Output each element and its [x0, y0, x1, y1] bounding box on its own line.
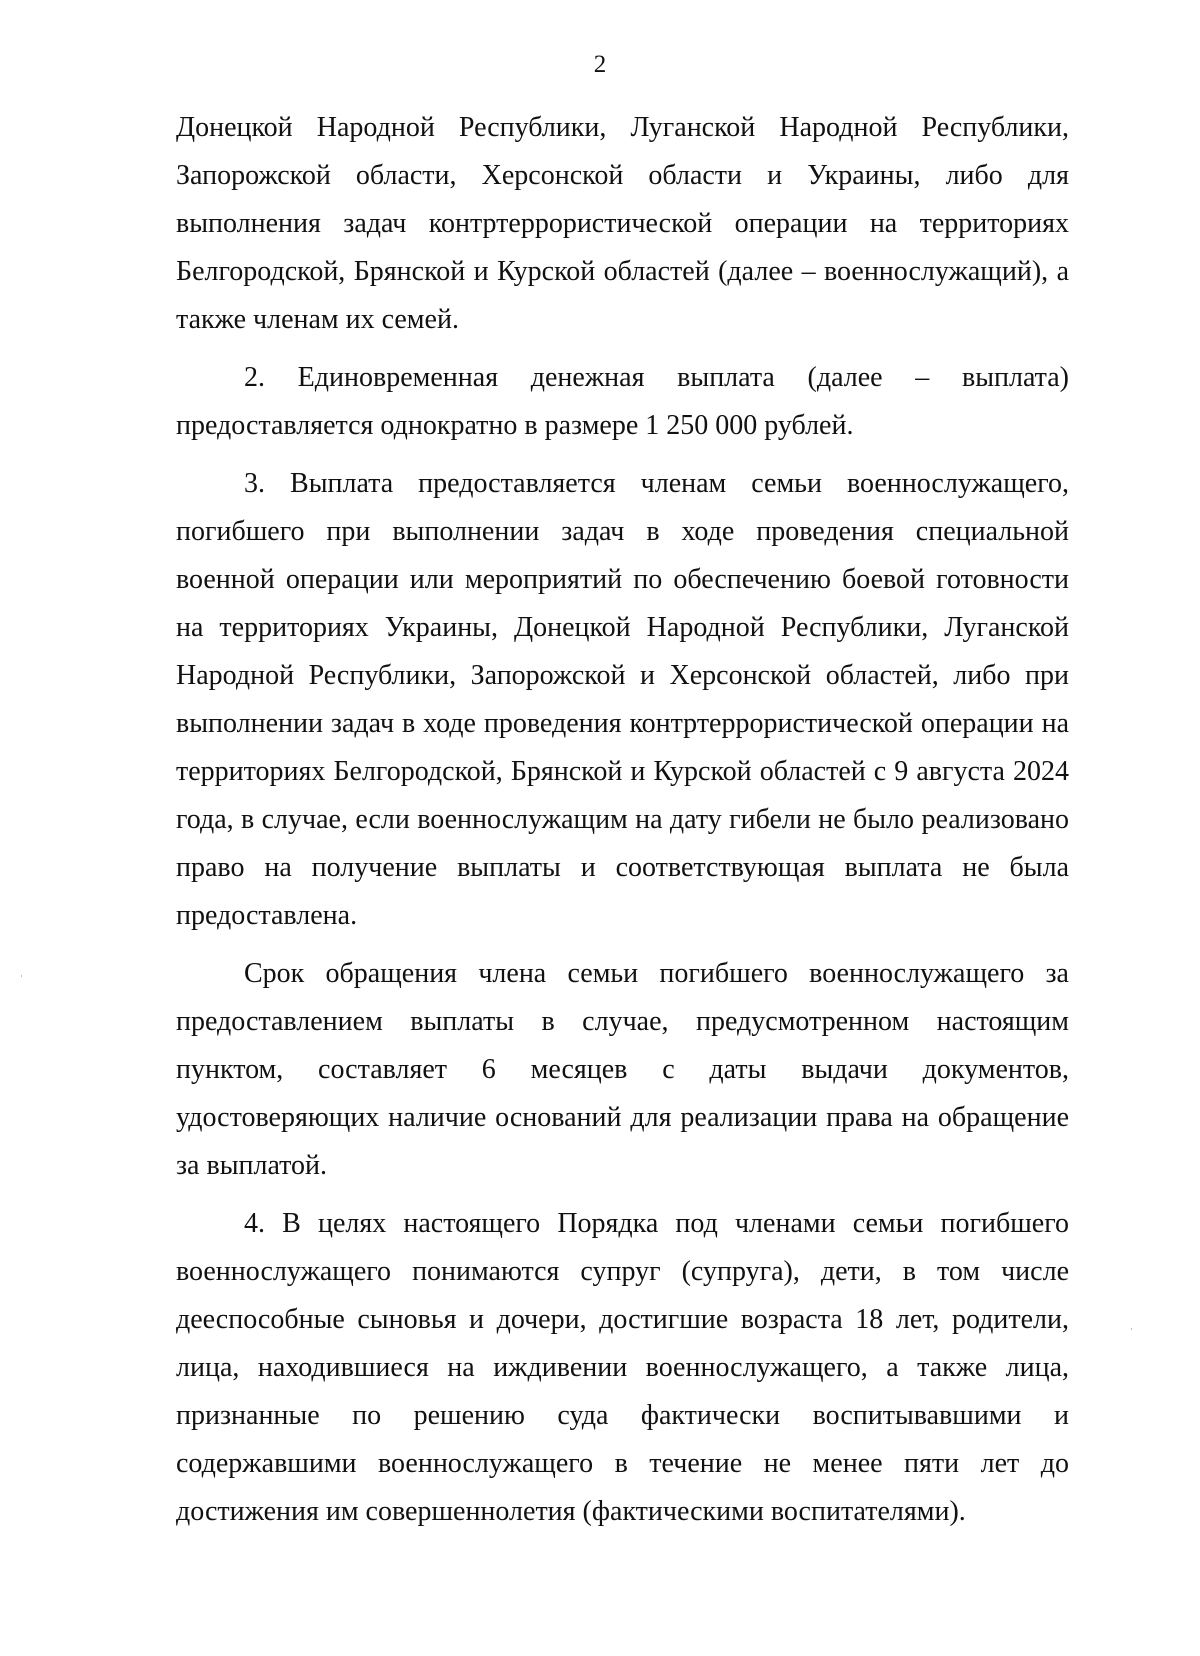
paragraph-item-3: 3. Выплата предоставляется членам семьи военнослужащего, погибшего при выполнении задач в ходе проведения специальной военной операции или мероприятий по обеспечению боевой готовности на территориях Украины, Донецкой Народной Республики, Луганской Народной Республики, Запорожской и Херсонской областей, либо при выполнении задач в ходе проведения контртеррористической операции на территориях Белгородской, Брянской и Курской областей с 9 августа 2024 года, в случае, если военнослужащим на дату гибели не было реализовано право на получение выплаты и соответствующая выплата не была предоставлена.: [176, 468, 1069, 931]
page-number: 2: [593, 51, 607, 78]
paragraph-continuation: Донецкой Народной Республики, Луганской Народной Республики, Запорожской области, Херсонской области и Украины, либо для выполнения задач контртеррористической операции на территориях Белгородской, Брянской и Курской областей (далее – военнослужащий), а также членам их семей.: [176, 112, 1069, 335]
scan-speck: [21, 975, 22, 977]
scan-speck: [1131, 1328, 1132, 1330]
paragraph-deadline: Срок обращения члена семьи погибшего военнослужащего за предоставлением выплаты в случае, предусмотренном настоящим пунктом, составляет 6 месяцев с даты выдачи документов, удостоверяющих наличие оснований для реализации права на обращение за выплатой.: [176, 958, 1069, 1181]
document-body: [176, 104, 1069, 1536]
paragraph-item-2: 2. Единовременная денежная выплата (далее – выплата) предоставляется однократно в размере 1 250 000 рублей.: [176, 362, 1069, 441]
paragraph-item-4: 4. В целях настоящего Порядка под членами семьи погибшего военнослужащего понимаются супруг (супруга), дети, в том числе дееспособные сыновья и дочери, достигшие возраста 18 лет, родители, лица, находившиеся на иждивении военнослужащего, а также лица, признанные по решению суда фактически воспитывавшими и содержавшими военнослужащего в течение не менее пяти лет до достижения им совершеннолетия (фактическими воспитателями).: [176, 1208, 1069, 1527]
